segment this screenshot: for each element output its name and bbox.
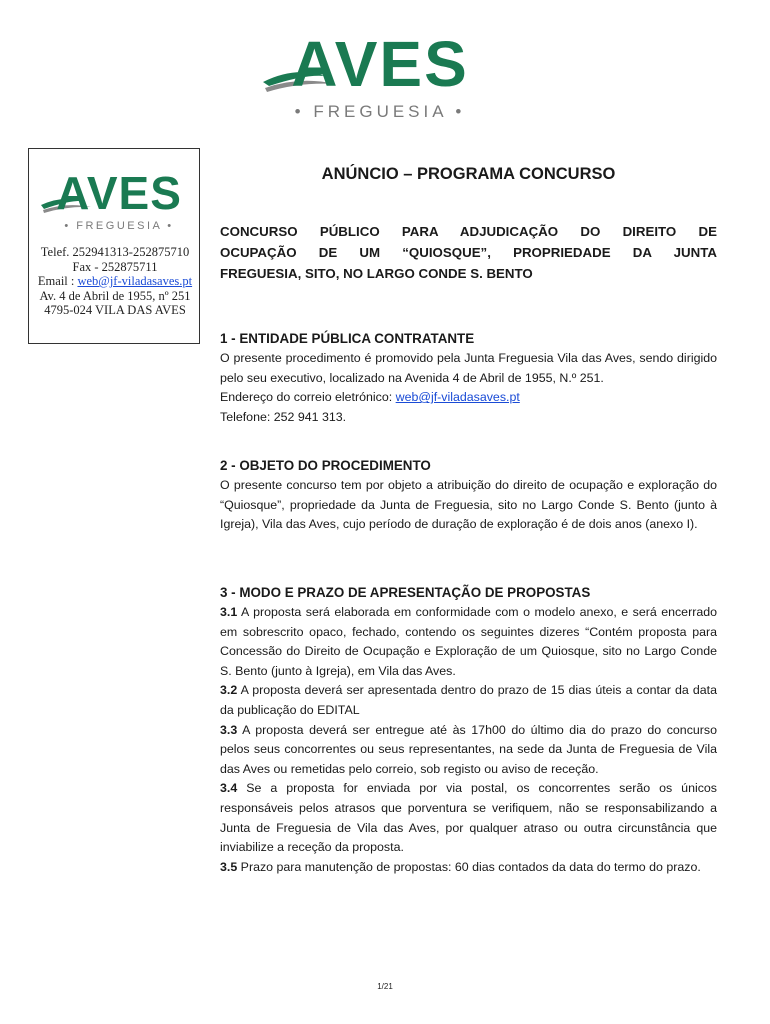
subject-line: OCUPAÇÃO DE UM “QUIOSQUE”, PROPRIEDADE DA JUNTA (220, 245, 717, 260)
contact-details (29, 245, 201, 318)
section-1-heading: 1 - ENTIDADE PÚBLICA CONTRATANTE (220, 331, 475, 346)
list-item: 3.5 Prazo para manutenção de propostas: 60 dias contados da data do termo do prazo. (220, 859, 701, 874)
subject-line: CONCURSO PÚBLICO PARA ADJUDICAÇÃO DO DIREITO DE (220, 224, 717, 239)
list-item: 3.2 A proposta deverá ser apresentada dentro do prazo de 15 dias úteis a contar da data da publicação do EDITAL (220, 683, 717, 717)
document-subject (220, 221, 717, 284)
section-3-heading: 3 - MODO E PRAZO DE APRESENTAÇÃO DE PROPOSTAS (220, 585, 591, 600)
contact-box (28, 148, 200, 344)
contact-fax: Fax - 252875711 (72, 259, 158, 274)
sidebar-logo-tagline: • FREGUESIA • (64, 220, 174, 232)
section-3-body (220, 603, 717, 877)
section-2-body (220, 476, 717, 535)
list-item: 3.3 A proposta deverá ser entregue até às 17h00 do último dia do prazo do concurso pelos seus concorrentes ou seus representantes, na sede da Junta de Freguesia de Vila das Aves ou remetidas pelo correio, sob registo ou aviso de receção. (220, 722, 717, 776)
document-title: ANÚNCIO – PROGRAMA CONCURSO (321, 165, 616, 183)
logo-wordmark: AVES (291, 28, 469, 100)
sidebar-logo-wordmark: AVES (56, 167, 182, 219)
contact-address: Av. 4 de Abril de 1955, nº 251 (39, 288, 191, 303)
page-number: 1/21 (377, 982, 393, 991)
logo-tagline: • FREGUESIA • (294, 102, 466, 121)
contact-email-link[interactable]: web@jf-viladasaves.pt (77, 274, 193, 288)
list-item: 3.1 A proposta será elaborada em conformidade com o modelo anexo, e será encerrado em sobrescrito opaco, fechado, contendo os seguintes dizeres “Contém proposta para Concessão do Direito de Ocupação e Exploração de um Quiosque, sito no Largo Conde S. Bento (junto à Igreja), em Vila das Aves. (220, 605, 717, 678)
contact-postcode: 4795-024 VILA DAS AVES (44, 303, 186, 317)
section-1-phone: Telefone: 252 941 313. (220, 409, 347, 424)
list-item: 3.4 Se a proposta for enviada por via postal, os concorrentes serão os únicos responsáveis pelos atrasos que porventura se verifiquem, não se responsabilizando a Junta de Freguesia de Vila das Aves, por qualquer atraso ou outra circunstância que inviabilize a receção da proposta. (220, 781, 717, 855)
section-1-email-link[interactable]: web@jf-viladasaves.pt (395, 390, 520, 405)
section-1-email-line: Endereço do correio eletrónico: web@jf-viladasaves.pt (220, 390, 520, 405)
subject-line: FREGUESIA, SITO, NO LARGO CONDE S. BENTO (220, 266, 533, 281)
header-logo (255, 26, 505, 126)
section-1-body (220, 349, 717, 427)
sidebar-logo (37, 165, 197, 235)
contact-email-line: Email : web@jf-viladasaves.pt (37, 274, 193, 288)
contact-phone: Telef. 252941313-252875710 (40, 245, 190, 259)
section-2-paragraph: O presente concurso tem por objeto a atribuição do direito de ocupação e exploração do “Quiosque”, propriedade da Junta de Freguesia, sito no Largo Conde S. Bento (junto à Igreja), Vila das Aves, cujo período de duração de exploração é de dois anos (anexo I). (220, 478, 717, 532)
section-1-paragraph: O presente procedimento é promovido pela Junta Freguesia Vila das Aves, sendo dirigido pelo seu executivo, localizado na Avenida 4 de Abril de 1955, N.º 251. (220, 351, 717, 385)
section-2-heading: 2 - OBJETO DO PROCEDIMENTO (220, 458, 431, 473)
